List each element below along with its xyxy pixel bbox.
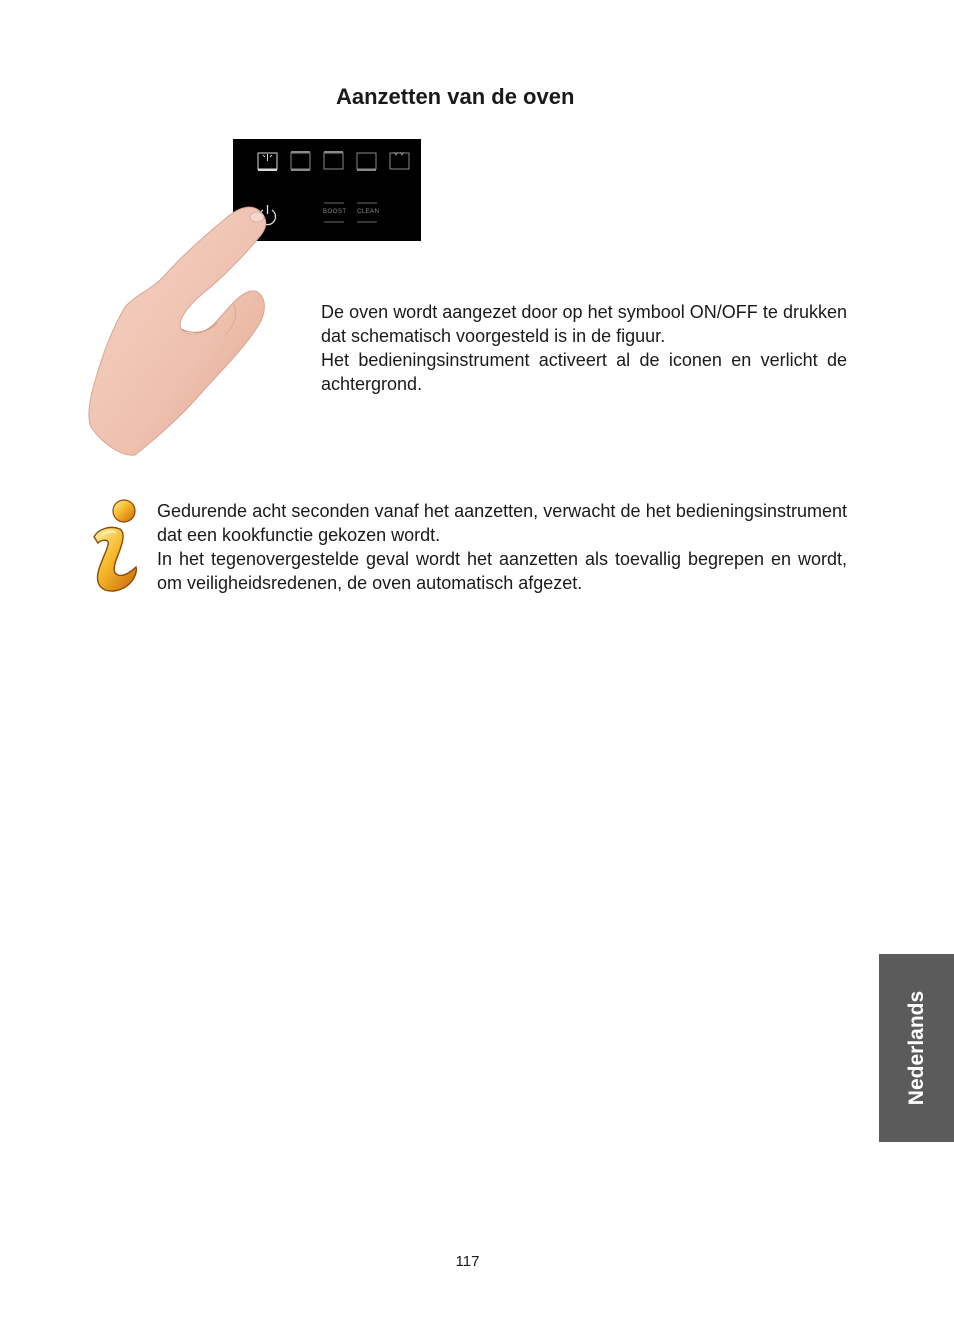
defrost-icon [390,152,409,169]
info-note-text [157,499,847,595]
pointing-hand-illustration [85,195,275,460]
page-number: 117 [455,1253,480,1270]
oven-function-icon [324,152,343,169]
intro-text [321,300,847,396]
clean-button[interactable]: CLEAN [357,209,380,215]
info-paragraph-2: In het tegenovergestelde geval wordt het aanzetten als toevallig begrepen en wordt, om veiligheidsredenen, de oven automatisch afgezet. [157,549,847,593]
boost-button[interactable]: BOOST [323,209,347,215]
info-paragraph-1: Gedurende acht seconden vanaf het aanzetten, verwacht de het bedieningsinstrument dat een kookfunctie gekozen wordt. [157,501,847,545]
section-title: Aanzetten van de oven [336,84,575,109]
intro-paragraph-2: Het bedieningsinstrument activeert al de iconen en verlicht de achtergrond. [321,350,847,394]
language-tab-label: Nederlands [904,990,928,1106]
intro-paragraph-1: De oven wordt aangezet door op het symbool ON/OFF te drukken dat schematisch voorgesteld is in de figuur. [321,302,847,346]
light-function-icon [258,153,277,170]
language-tab [879,954,954,1142]
info-icon [88,497,142,593]
oven-function-icon [357,153,376,170]
oven-function-icon [291,152,310,170]
